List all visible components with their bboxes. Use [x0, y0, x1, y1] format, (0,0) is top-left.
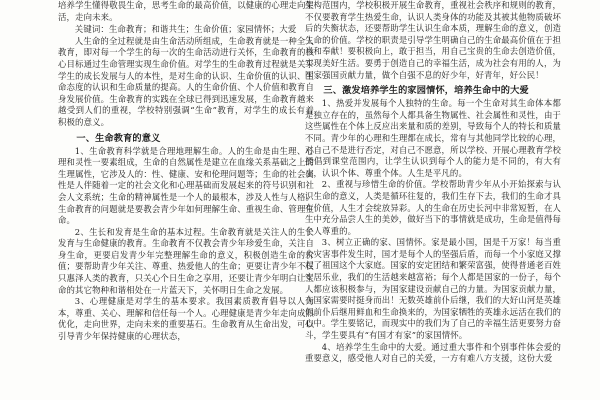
left-column [58, 0, 314, 400]
continued-paragraph: 架构范围内，学校积极开展生命教育，重视社会秩序和规则的教育，不仅要教育学生热爱生命，认识人类身体的功能及其被其他物质破坏后的失衡状态，还要帮助学生认识生命本质，理解生命的意义，创造生命的价值。学校的职责是引导学生明确自己的生命最高价值在于担当和奉献！要积极向上，敢于担当，用自己宝贵的生命去创造价值，实现美好生活。要勇于创造自己的幸福生活，成为社会有用的人，为国家强国贡献力量，做个自强不息的好少年，好青年，好公民！ [305, 0, 561, 80]
section-3-title: 三、激发培养学生的家园情怀，培养生命中的大爱 [323, 85, 529, 97]
section-3-paragraph-3: 3、树立正确的家、国情怀。家是最小国，国是千万家！每当重大灾害事件发生时，国才是每个人的坚强后盾，而每一个小家庭又撑起了祖国这个大家庭。国家的安定团结和繁荣富强，使得普通老百姓安居乐业，我们的生活越来越富裕；每个人都是国家的一份子，每个人都应该积极参与，为国家建设贡献自己的力量。为国家贡献力量，在国家需要时挺身而出！无数英雄前仆后继，我们的大好山河是英雄们前仆后继用鲜血和生命换来的，为国家牺牲的英雄永远活在我们的心中。学生要铭记，而现实中的我们为了自己的幸福生活更要努力奋斗，学生要具有“有国才有家”的家国情怀。 [305, 237, 561, 341]
section-1-paragraph-3: 3、心理健康是对学生的基本要求。我国素质教育倡导以人为本，尊重、关心、理解和信任每一个人。心理健康是青少年走向成熟优化，走向世界，走向未来的重要基石。生命教育从生命出发，可以引导青少年保持健康的心理状态， [58, 296, 314, 342]
section-1-title: 一、生命教育的意义 [76, 132, 161, 144]
section-1-paragraph-2: 2、生长和发育是生命的基本过程。生命教育就是关注人的生长发育与生命健康的教育。生命教育不仅教会青少年珍爱生命，关注自身生命，更要启发青少年完整理解生命的意义，积极创造生命的价值；要帮助青少年关注、尊重、热爱他人的生命；更要让青少年不仅只惠泽人类的教育，只关心个日生命之享用，还要让青少年明白让生命的其它物种和谐相处在一片蓝天下，关怀明日生命之发展。 [58, 226, 314, 295]
abstract-paragraph: 人生命的全过程就是由生命活动所组成，生命教育就是一种全人教育，即对每一个学生的每一次的生命活动进行关怀，生命教育的核心目标通过生命管理实现生命价值。对学生的生命教育过程就是关乎学生的成长发展与人的本性，是对生命的认识、生命价值的认识、生命态度的认识和生命质量的提高。人的生命价值、个人价值和教育自身发展价值。生命教育的实践在全球已得到迅速发展，生命教育越来越受到人们的重视，学校特别强调“生命”教育，对学生的成长有着积极的意义。 [58, 35, 314, 127]
section-3-paragraph-2: 2、重视与珍惜生命的价值。学校帮助青少年从小开始探索与认识生命的意义，人类是循环往复的，我们生存下去，我们的生命才具有价值，人生才会绽放异彩。人的生命在历史长河中非常短暂，在人生中充分品尝人生的美妙，做好当下的事情就是成功，生命是值得每个人尊重的。 [305, 179, 561, 236]
intro-tail: 培养学生懂得敬畏生命，思考生命的最高价值，以健康的心理走向生活，走向未来。 [58, 0, 314, 22]
section-3-paragraph-1: 1、热爱并发展每个人独特的生命。每一个生命对其生命体本都是独立存在的，虽然每个人都具备生物属性、社会属性和灵性，由于这些属性在个体上反应出来量和质的差别，导致每个人的特长和质量不同。青少年的心理和生理都在成长，常有与其他同学比较的心理，对自己不是进行否定，对自己不愿意，所以学校、开展心理教育学校提倡到课堂范围内，让学生认识到每个人的能力是不同的，有大有小，认识个体、尊重个体。人生是平凡的。 [305, 98, 561, 178]
right-column [305, 0, 561, 400]
section-3-paragraph-4: 4、培养学生生命中的大爱。通过重大事件和个别事件体会爱的重要意义，感受他人对自己的关爱，一方有难八方支援，这份大爱 [305, 341, 561, 364]
section-1-paragraph-1: 1、生命教育科学就是合理地理解生命。人的生命是由生理、心理和灵性一要素组成，生命的自然属性是建立在血缘关系基础之上的生理属性，它涉及人的：性、健康、安和伦理问题等；生命的社会属性是人伴随着一定的社会文化和心理基础而发展起来的符号识别和社会人文系统；生命的精神属性是一个人的最根本，涉及人性与人格。生命教育的问题就是要教会青少年如何理解生命、重视生命、管理生命。 [58, 145, 314, 226]
keywords: 关键词：生命教育；和谐共生；生命价值；家园情怀；大爱 [74, 24, 297, 35]
